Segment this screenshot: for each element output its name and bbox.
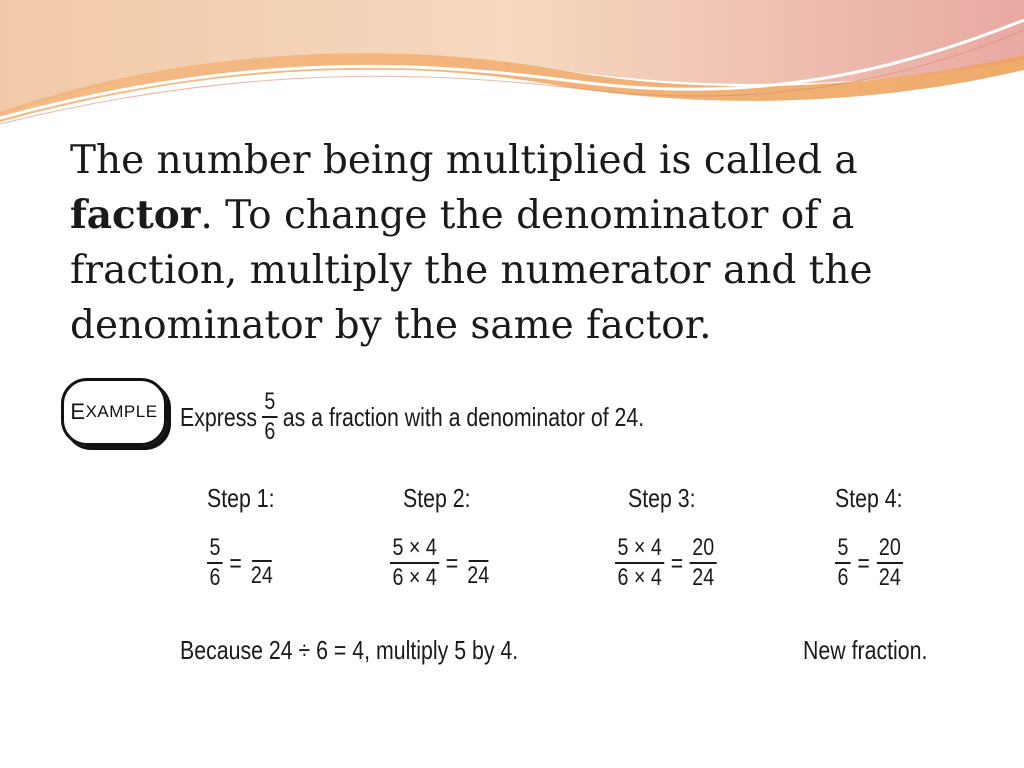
example-badge <box>61 378 167 446</box>
body-line-2 <box>70 188 950 243</box>
step-4-right-fraction <box>876 536 903 590</box>
body-line-1: The number being multiplied is called a <box>70 138 858 183</box>
step-1-left-fraction <box>207 536 223 590</box>
step-3-right-fraction <box>690 536 717 590</box>
step-2-right-fraction <box>465 538 492 588</box>
step-1-left-den: 6 <box>209 564 221 591</box>
example-prompt <box>180 390 644 444</box>
step-4-left-num: 5 <box>835 536 851 564</box>
equals-sign: = <box>445 547 459 578</box>
prompt-post: as a fraction with a denominator of 24. <box>282 401 645 432</box>
body-line-2-rest: . To change the denominator of a <box>200 193 855 238</box>
step-3-label: Step 3: <box>628 483 696 513</box>
step-4-equation <box>835 536 903 590</box>
step-3-left-fraction <box>615 536 664 590</box>
prompt-numerator: 5 <box>262 390 278 418</box>
decorative-banner <box>0 0 1024 130</box>
step-2-left-den: 6 × 4 <box>392 564 437 591</box>
prompt-fraction <box>262 390 278 444</box>
badge-initial: E <box>70 399 86 424</box>
step-3-right-num: 20 <box>690 536 717 564</box>
step-1-label: Step 1: <box>207 483 275 513</box>
step-1-left-num: 5 <box>207 536 223 564</box>
example-image <box>35 350 983 690</box>
body-line-3: fraction, multiply the numerator and the <box>70 248 873 293</box>
badge-rest: XAMPLE <box>85 402 158 421</box>
step-4-label: Step 4: <box>835 483 903 513</box>
step-4-right-den: 24 <box>878 564 901 591</box>
step-3-right-den: 24 <box>692 564 715 591</box>
step-note-new-fraction: New fraction. <box>803 635 928 665</box>
body-text <box>70 133 950 353</box>
step-3-left-num: 5 × 4 <box>615 536 664 564</box>
equals-sign: = <box>857 547 870 578</box>
step-2-left-fraction <box>390 536 439 590</box>
step-3-left-den: 6 × 4 <box>617 564 662 591</box>
prompt-pre: Express <box>180 401 258 432</box>
step-1-right-den: 24 <box>250 562 273 589</box>
step-4-left-fraction <box>835 536 851 590</box>
blank-numerator <box>468 538 488 562</box>
step-2-equation <box>390 536 492 590</box>
equals-sign: = <box>229 547 242 578</box>
step-2-right-den: 24 <box>467 562 490 589</box>
step-4-left-den: 6 <box>837 564 849 591</box>
step-4-right-num: 20 <box>876 536 903 564</box>
step-1-right-fraction <box>248 538 275 588</box>
equals-sign: = <box>670 547 684 578</box>
step-3-equation <box>615 536 717 590</box>
factor-term: factor <box>70 192 201 238</box>
body-line-4: denominator by the same factor. <box>70 303 712 348</box>
prompt-denominator: 6 <box>264 418 276 445</box>
blank-numerator <box>252 538 272 562</box>
step-2-label: Step 2: <box>403 483 471 513</box>
step-2-left-num: 5 × 4 <box>390 536 439 564</box>
step-1-equation <box>207 536 275 590</box>
step-note-because: Because 24 ÷ 6 = 4, multiply 5 by 4. <box>180 635 519 665</box>
